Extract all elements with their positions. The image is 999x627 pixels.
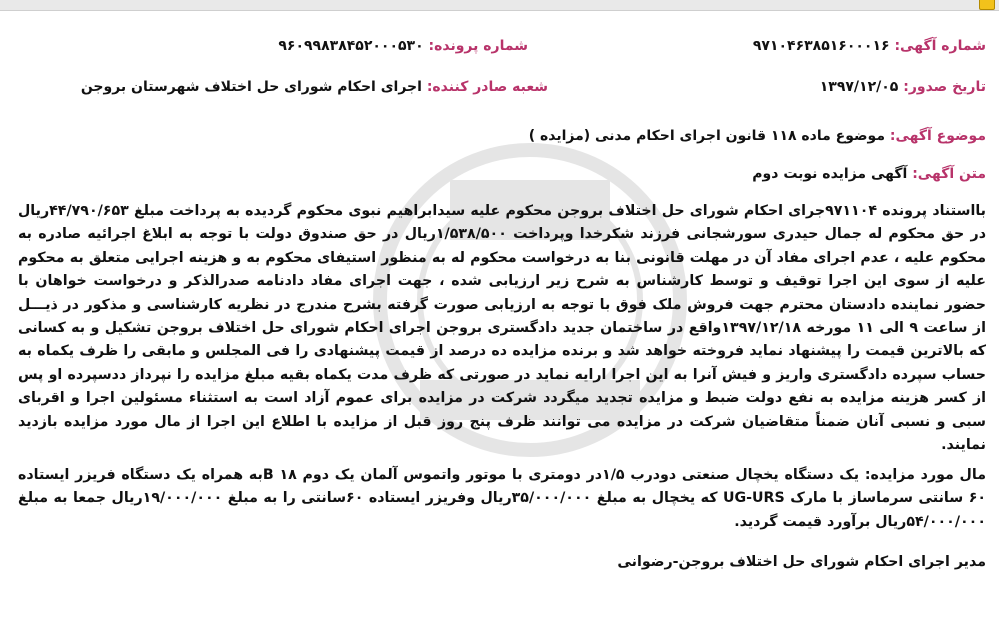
notice-document (14, 24, 986, 624)
subject-row (529, 128, 986, 144)
notice-number-label: شماره آگهی: (894, 38, 986, 54)
corner-icon (979, 0, 995, 10)
branch-label: شعبه صادر کننده: (426, 79, 548, 95)
signature: مدیر اجرای احکام شورای حل اختلاف بروجن-رضوانی (617, 554, 986, 570)
notice-number-row (753, 38, 986, 54)
notice-number: ۹۷۱۰۴۶۳۸۵۱۶۰۰۰۱۶ (752, 38, 890, 54)
subject: موضوع ماده ۱۱۸ قانون اجرای احکام مدنی (مزایده ) (528, 128, 885, 144)
issue-date-row (820, 79, 986, 95)
text-title: آگهی مزایده نوبت دوم (752, 166, 908, 182)
notice-body: بااستناد پرونده ۹۷۱۱۰۴جرای احکام شورای حل اختلاف بروجن محکوم علیه سیدابراهیم نبوی محکوم گردیده به پرداخت مبلغ ۴۴/۷۹۰/۶۵۳ریال در حق محکوم له جمال حیدری سورشجانی فرزند شکرخدا وپرداخت ۱/۵۳۸/۵۰۰ریال در حق صندوق دولت با توجه به ابلاغ اجرائیه صادره به محکوم علیه ، عدم اجرای مفاد آن در مهلت قانونی بنا به درخواست محکوم له به منظور استیفای محکوم به و هزینه اجرایی متعلق به محکوم علیه از سوی این اجرا توقیف و توسط کارشناس به شرح زیر ارزیابی شده ، جهت اجرای مفاد دادنامه صدرالذکر و درخواست خواهان با حضور نماینده دادستان محترم جهت فروش ملک فوق با توجه به ارزیابی صورت گرفته بشرح مندرج در نظریه کارشناسی و مذکور در ذیـــل از ساعت ۹ الی ۱۱ مورخه ۱۳۹۷/۱۲/۱۸واقع در ساختمان جدید دادگستری بروجن اجرای احکام شورای حل اختلاف بروجن تشکیل و به کسانی که بالاترین قیمت را پیشنهاد نماید فروخته خواهد شد و برنده مزایده ده درصد از قیمت پیشنهادی را فی المجلس و مابقی را ظرف یکماه به حساب سپرده دادگستری واریز و فیش آنرا به این اجرا ارایه نماید در صورتی که ظرف مدت یکماه بقیه مبلغ مزایده را نپرداز ددسپرده او پس از کسر هزینه مزایده به نفع دولت ضبط و مزایده تجدید میگردد شرکت در مزایده برای عموم آزاد است به استثناء مسئولین اجرا و اقربای سبی و نسبی آنان ضمناً متقاضیان شرکت در مزایده می توانند ظرف پنج روز قبل از مزایده با اطلاع این اجرا از مال مورد مزایده بازدید نمایند. (18, 203, 986, 454)
auction-items: مال مورد مزایده: یک دستگاه یخچال صنعتی دودرب ۱/۵در دومتری با موتور واتموس آلمان یک دوم ۱۸ Bبه همراه یک دستگاه فریزر ایستاده ۶۰ سانتی سرماساز با مارک UG-URS که یخچال به مبلغ ۳۵/۰۰۰/۰۰۰ریال وفریزر ایستاده ۶۰سانتی را به مبلغ ۱۹/۰۰۰/۰۰۰ریال جمعا به مبلغ ۵۴/۰۰۰/۰۰۰ریال برآورد قیمت گردید. (18, 467, 987, 530)
text-label: متن آگهی: (912, 166, 986, 182)
issue-date: ۱۳۹۷/۱۲/۰۵ (819, 79, 899, 95)
branch: اجرای احکام شورای حل اختلاف شهرستان بروجن (80, 79, 422, 95)
branch-row (81, 79, 548, 95)
top-bar (0, 0, 999, 11)
file-number-row (278, 38, 528, 54)
file-number: ۹۶۰۹۹۸۳۸۴۵۲۰۰۰۵۳۰ (278, 38, 424, 54)
file-number-label: شماره پرونده: (428, 38, 528, 54)
issue-date-label: تاریخ صدور: (903, 79, 986, 95)
subject-label: موضوع آگهی: (889, 128, 986, 144)
text-title-row (752, 166, 986, 182)
